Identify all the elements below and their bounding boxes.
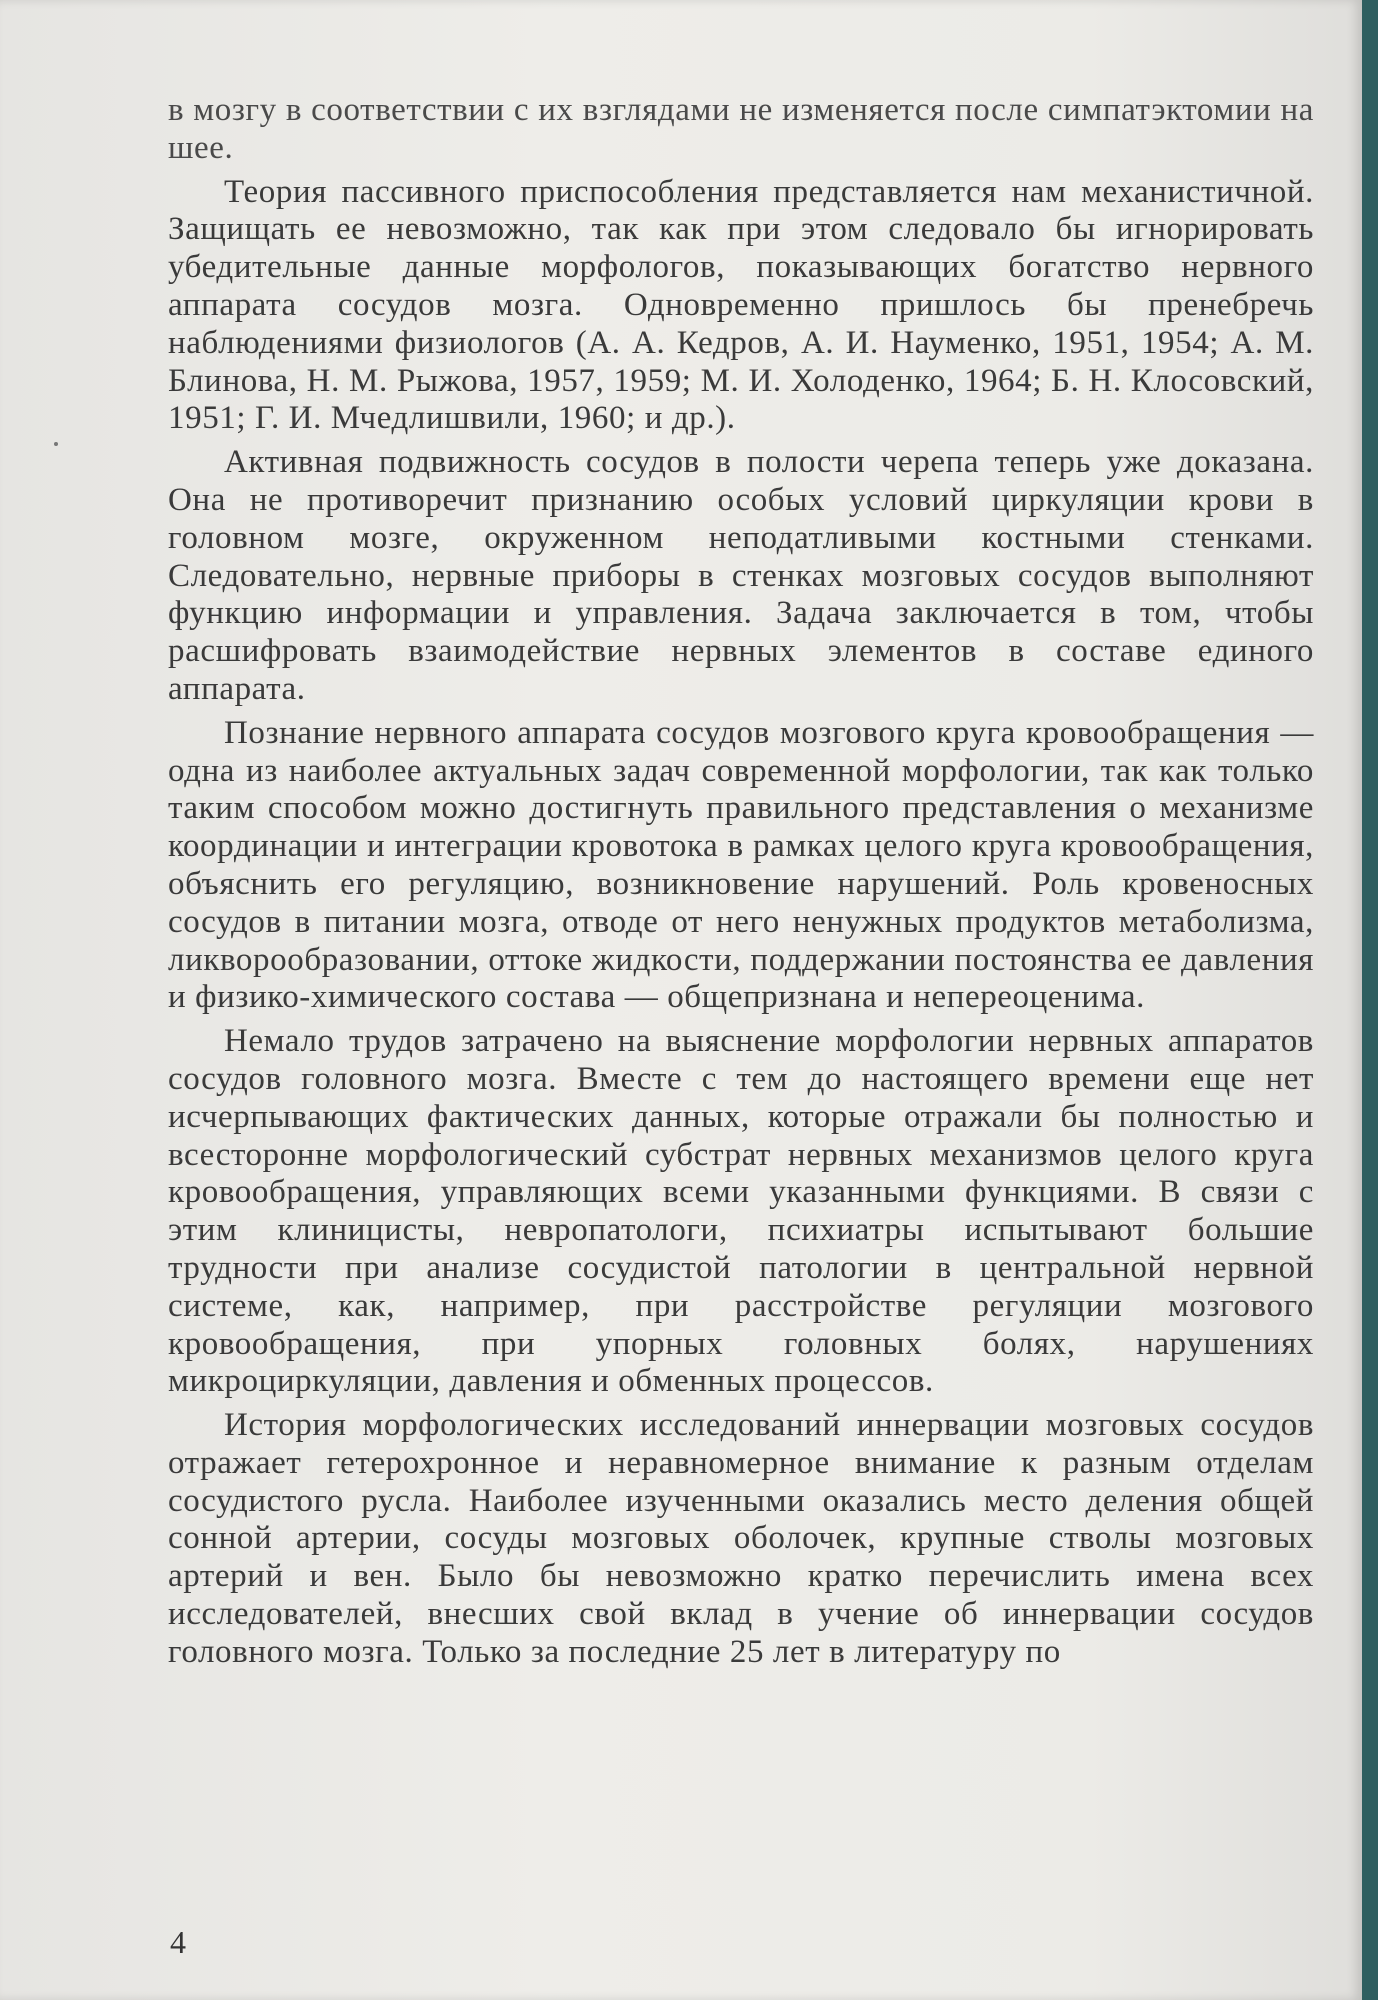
- paragraph-nervous-apparatus-knowledge: Познание нервного аппарата сосудов мозгового круга кровообращения — одна из наиболее актуальных задач современной морфологии, так как только таким способом можно достигнуть правильного представления о механизме координации и интеграции кровотока в рамках целого круга кровообращения, объяснить его регуляцию, возникновение нарушений. Роль кровеносных сосудов в питании мозга, отводе от него ненужных продуктов метаболизма, ликворообразовании, оттоке жидкости, поддержании постоянства ее давления и физико-химического состава — общепризнана и непереоценима.: [168, 714, 1314, 1016]
- body-text: [168, 92, 1314, 1678]
- paragraph-active-vessel-mobility: Активная подвижность сосудов в полости черепа теперь уже доказана. Она не противоречит признанию особых условий циркуляции крови в головном мозге, окруженном неподатливыми костными стенками. Следовательно, нервные приборы в стенках мозговых сосудов выполняют функцию информации и управления. Задача заключается в том, чтобы расшифровать взаимодействие нервных элементов в составе единого аппарата.: [168, 444, 1314, 707]
- paragraph-continuation: в мозгу в соответствии с их взглядами не изменяется после симпатэктомии на шее.: [168, 92, 1314, 166]
- paragraph-morphology-efforts: Немало трудов затрачено на выяснение морфологии нервных аппаратов сосудов головного мозга. Вместе с тем до настоящего времени еще нет исчерпывающих фактических данных, которые отражали бы полностью и всесторонне морфологический субстрат нервных механизмов целого круга кровообращения, управляющих всеми указанными функциями. В связи с этим клиницисты, невропатологи, психиатры испытывают большие трудности при анализе сосудистой патологии в центральной нервной системе, как, например, при расстройстве регуляции мозгового кровообращения, при упорных головных болях, нарушениях микроциркуляции, давления и обменных процессов.: [168, 1023, 1314, 1400]
- margin-speck: [54, 442, 58, 446]
- paragraph-passive-adaptation-theory: Теория пассивного приспособления представляется нам механистичной. Защищать ее невозможно, так как при этом следовало бы игнорировать убедительные данные морфологов, показывающих богатство нервного аппарата сосудов мозга. Одновременно пришлось бы пренебречь наблюдениями физиологов (А. А. Кедров, А. И. Науменко, 1951, 1954; А. М. Блинова, Н. М. Рыжова, 1957, 1959; М. И. Холоденко, 1964; Б. Н. Клосовский, 1951; Г. И. Мчедлишвили, 1960; и др.).: [168, 173, 1314, 437]
- page-number: 4: [170, 1924, 186, 1960]
- paragraph-history-of-research: История морфологических исследований иннервации мозговых сосудов отражает гетерохронное и неравномерное внимание к разным отделам сосудистого русла. Наиболее изученными оказались место деления общей сонной артерии, сосуды мозговых оболочек, крупные стволы мозговых артерий и вен. Было бы невозможно кратко перечислить имена всех исследователей, внесших свой вклад в учение об иннервации сосудов головного мозга. Только за последние 25 лет в литературу по: [168, 1407, 1314, 1670]
